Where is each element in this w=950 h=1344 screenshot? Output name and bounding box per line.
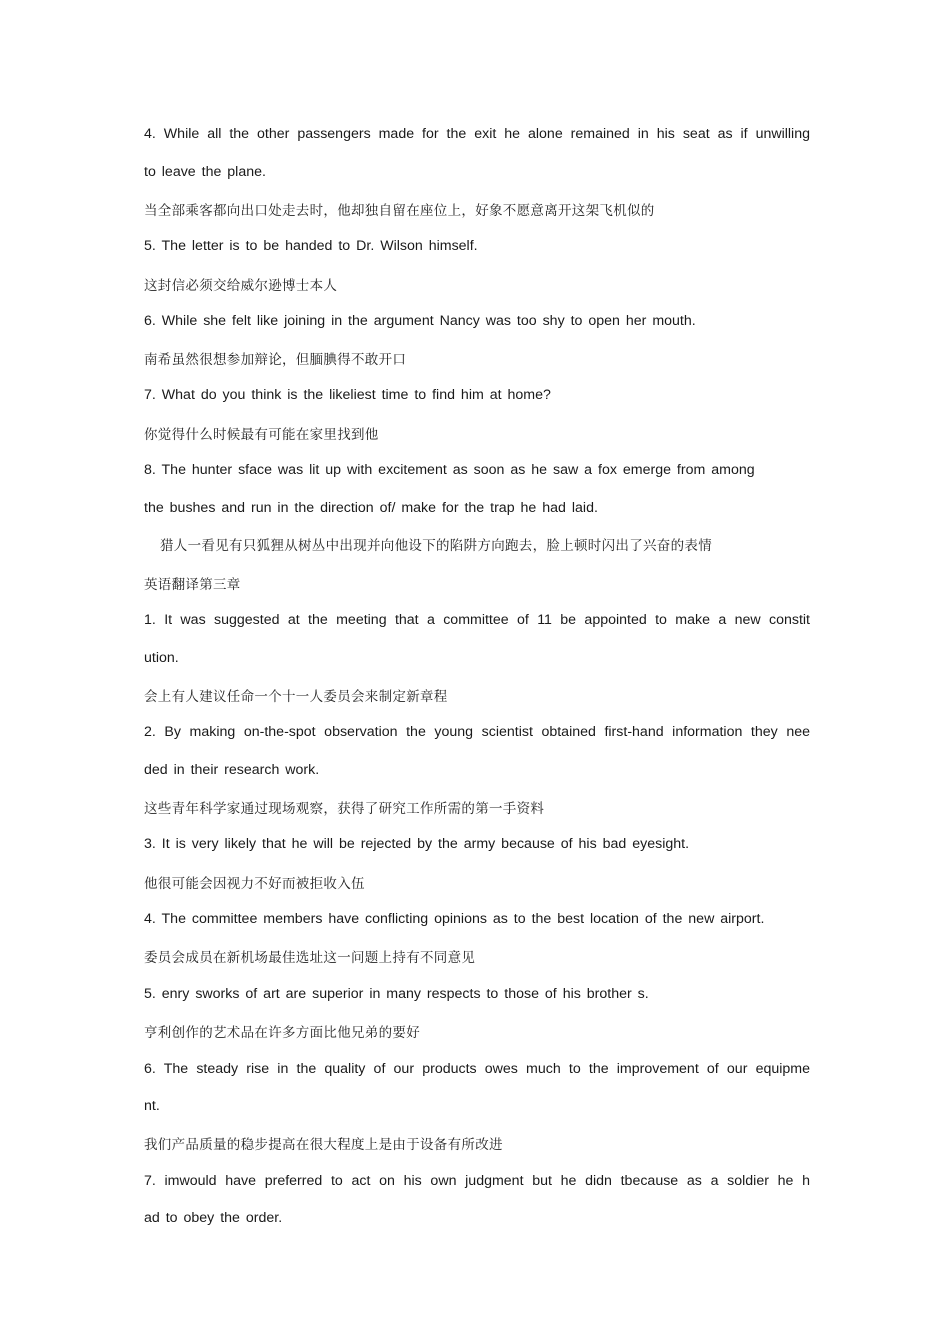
- english-sentence: 7. imwould have preferred to act on his own judgment but he didn tbecause as a soldier he h: [144, 1173, 810, 1189]
- english-sentence-continued: ad to obey the order.: [144, 1210, 283, 1226]
- english-sentence-continued: to leave the plane.: [144, 164, 266, 180]
- english-sentence-continued: ution.: [144, 650, 179, 666]
- chinese-translation: 会上有人建议任命一个十一人委员会来制定新章程: [144, 689, 448, 705]
- english-sentence-continued: nt.: [144, 1098, 160, 1114]
- english-sentence: 1. It was suggested at the meeting that a committee of 11 be appointed to make a new constit: [144, 612, 810, 628]
- chinese-translation: 委员会成员在新机场最佳选址这一问题上持有不同意见: [144, 950, 476, 966]
- chinese-translation: 这些青年科学家通过现场观察，获得了研究工作所需的第一手资料: [144, 801, 545, 817]
- chinese-translation: 这封信必须交给威尔逊博士本人: [144, 278, 338, 294]
- chinese-translation: 你觉得什么时候最有可能在家里找到他: [144, 427, 379, 443]
- english-sentence: 5. The letter is to be handed to Dr. Wilson himself.: [144, 238, 478, 254]
- english-sentence: 8. The hunter sface was lit up with excitement as soon as he saw a fox emerge from among: [144, 462, 755, 478]
- english-sentence: 6. The steady rise in the quality of our products owes much to the improvement of our equipme: [144, 1061, 810, 1077]
- english-sentence: 4. The committee members have conflicting opinions as to the best location of the new airport.: [144, 911, 765, 927]
- chinese-translation: 亨利创作的艺术品在许多方面比他兄弟的要好: [144, 1025, 420, 1041]
- chinese-translation: 当全部乘客都向出口处走去时，他却独自留在座位上，好象不愿意离开这架飞机似的: [144, 203, 655, 219]
- english-sentence: 3. It is very likely that he will be rejected by the army because of his bad eyesight.: [144, 836, 690, 852]
- chinese-translation: 我们产品质量的稳步提高在很大程度上是由于设备有所改进: [144, 1137, 503, 1153]
- english-sentence: 5. enry sworks of art are superior in many respects to those of his brother s.: [144, 986, 649, 1002]
- chinese-translation: 他很可能会因视力不好而被拒收入伍: [144, 876, 365, 892]
- chinese-translation: 猎人一看见有只狐狸从树丛中出现并向他设下的陷阱方向跑去，脸上顿时闪出了兴奋的表情: [160, 538, 712, 554]
- section-heading: 英语翻译第三章: [144, 577, 241, 593]
- english-sentence: 6. While she felt like joining in the argument Nancy was too shy to open her mouth.: [144, 313, 696, 329]
- english-sentence-continued: ded in their research work.: [144, 762, 320, 778]
- english-sentence-continued: the bushes and run in the direction of/ make for the trap he had laid.: [144, 500, 598, 516]
- chinese-translation: 南希虽然很想参加辩论，但腼腆得不敢开口: [144, 352, 407, 368]
- english-sentence: 4. While all the other passengers made for the exit he alone remained in his seat as if unwilling: [144, 126, 810, 142]
- english-sentence: 2. By making on-the-spot observation the young scientist obtained first-hand information they nee: [144, 724, 810, 740]
- english-sentence: 7. What do you think is the likeliest time to find him at home?: [144, 387, 551, 403]
